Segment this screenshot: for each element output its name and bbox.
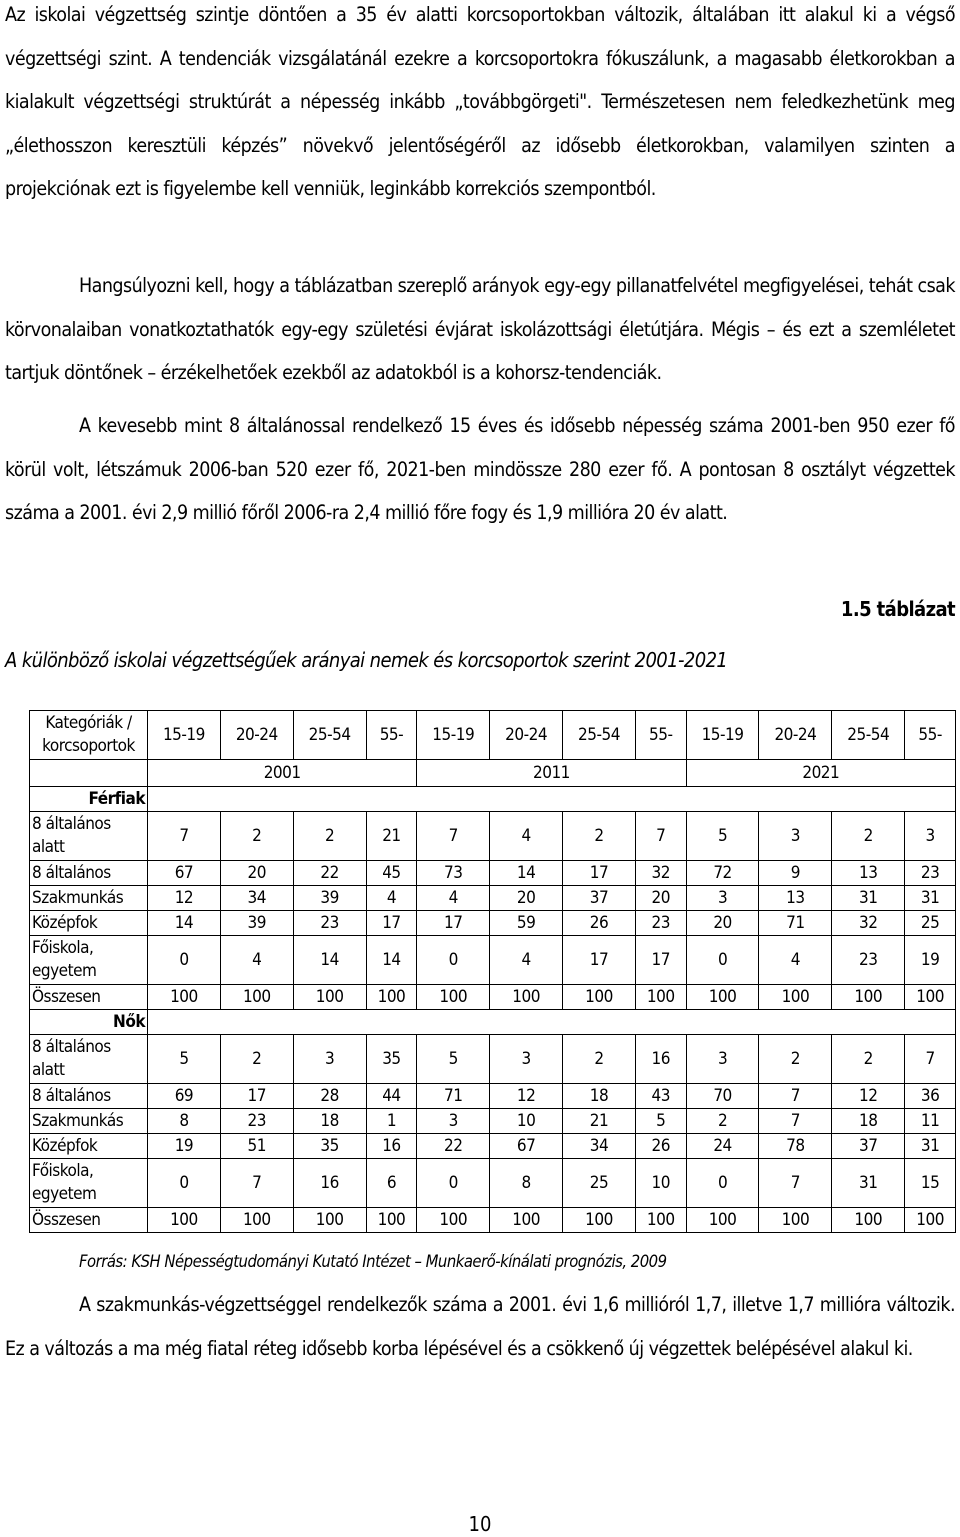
table-cell: 28 — [293, 1084, 366, 1109]
table-cell: 16 — [366, 1134, 417, 1159]
table-cell: 10 — [490, 1109, 563, 1134]
table-cell: 20 — [686, 911, 759, 936]
table-cell: 11 — [905, 1109, 956, 1134]
section-row — [30, 787, 956, 812]
table-cell: 0 — [148, 936, 221, 985]
table-cell: 2 — [759, 1035, 832, 1084]
table-cell: 13 — [832, 861, 905, 886]
table-cell: 72 — [686, 861, 759, 886]
table-cell: 0 — [417, 936, 490, 985]
table-cell: 100 — [905, 1208, 956, 1233]
table-cell: 18 — [832, 1109, 905, 1134]
table-cell: 71 — [417, 1084, 490, 1109]
row-label: Középfok — [30, 911, 148, 936]
table-cell: 1 — [366, 1109, 417, 1134]
paragraph-1: Az iskolai végzettség szintje döntően a 35 év alatti korcsoportokban változik, általában itt alakul ki a végső végzettségi szint. A tendenciák vizsgálatánál ezekre a korcsoportokra fókuszálunk, a magasabb életkorokban a kialakult végzettségi struktúrát a népesség inkább „továbbgörgeti". Természetesen nem feledkezhetünk meg „élethosszon keresztüli képzés” növekvő jelentőségéről az idősebb életkorokban, valamilyen szinten a projekciónak ezt is figyelembe kell venniük, leginkább korrekciós szempontból. — [5, 3, 955, 200]
table-row — [30, 985, 956, 1010]
table-cell: 4 — [417, 886, 490, 911]
table-cell: 2 — [293, 812, 366, 861]
table-cell: 39 — [293, 886, 366, 911]
table-cell: 73 — [417, 861, 490, 886]
table-cell: 3 — [759, 812, 832, 861]
table-cell: 36 — [905, 1084, 956, 1109]
table-cell: 2 — [563, 1035, 636, 1084]
table-cell: 19 — [148, 1134, 221, 1159]
table-cell: 2 — [832, 812, 905, 861]
table-cell: 12 — [490, 1084, 563, 1109]
table-cell: 100 — [563, 985, 636, 1010]
table-cell: 26 — [563, 911, 636, 936]
section-row — [30, 1010, 956, 1035]
table-cell: 17 — [220, 1084, 293, 1109]
table-cell: 7 — [635, 812, 686, 861]
age-group-header: 20-24 — [759, 711, 832, 760]
table-cell: 100 — [832, 1208, 905, 1233]
table-cell: 67 — [148, 861, 221, 886]
table-cell: 100 — [417, 1208, 490, 1233]
table-cell: 20 — [220, 861, 293, 886]
row-label: Szakmunkás — [30, 1109, 148, 1134]
row-label: Összesen — [30, 985, 148, 1010]
table-cell: 18 — [563, 1084, 636, 1109]
table-source: Forrás: KSH Népességtudományi Kutató Intézet – Munkaerő-kínálati prognózis, 2009 — [79, 1252, 667, 1271]
row-label: 8 általános alatt — [30, 812, 148, 861]
table-cell: 15 — [905, 1159, 956, 1208]
table-cell: 100 — [417, 985, 490, 1010]
table-cell: 44 — [366, 1084, 417, 1109]
table-cell: 23 — [635, 911, 686, 936]
row-label: Középfok — [30, 1134, 148, 1159]
table-row — [30, 936, 956, 985]
table-cell: 100 — [905, 985, 956, 1010]
table-cell: 3 — [686, 1035, 759, 1084]
table-cell: 35 — [293, 1134, 366, 1159]
age-group-header: 15-19 — [148, 711, 221, 760]
table-cell: 59 — [490, 911, 563, 936]
table-cell: 100 — [220, 985, 293, 1010]
table-cell: 22 — [417, 1134, 490, 1159]
age-group-header: 25-54 — [563, 711, 636, 760]
table-cell: 23 — [905, 861, 956, 886]
table-cell: 3 — [417, 1109, 490, 1134]
age-group-header: 55- — [905, 711, 956, 760]
table-cell: 3 — [905, 812, 956, 861]
table-cell: 35 — [366, 1035, 417, 1084]
table-cell: 19 — [905, 936, 956, 985]
table-cell: 2 — [563, 812, 636, 861]
table-row — [30, 1035, 956, 1084]
row-label: 8 általános — [30, 1084, 148, 1109]
section-blank — [148, 787, 956, 812]
row-label: Szakmunkás — [30, 886, 148, 911]
table-cell: 21 — [366, 812, 417, 861]
table-cell: 23 — [293, 911, 366, 936]
table-cell: 67 — [490, 1134, 563, 1159]
table-cell: 4 — [759, 936, 832, 985]
table-cell: 14 — [366, 936, 417, 985]
row-label: Összesen — [30, 1208, 148, 1233]
table-row — [30, 1084, 956, 1109]
table-cell: 45 — [366, 861, 417, 886]
table-cell: 22 — [293, 861, 366, 886]
year-header: 2001 — [148, 760, 417, 787]
table-cell: 2 — [686, 1109, 759, 1134]
age-group-header: 55- — [635, 711, 686, 760]
age-group-header: 20-24 — [220, 711, 293, 760]
table-row — [30, 861, 956, 886]
table-row — [30, 911, 956, 936]
table-cell: 100 — [293, 1208, 366, 1233]
table-row — [30, 886, 956, 911]
table-cell: 100 — [635, 985, 686, 1010]
year-row-label — [30, 760, 148, 787]
table-row — [30, 1159, 956, 1208]
table-cell: 25 — [905, 911, 956, 936]
table-cell: 100 — [220, 1208, 293, 1233]
table-cell: 51 — [220, 1134, 293, 1159]
table-cell: 2 — [832, 1035, 905, 1084]
table-row — [30, 1134, 956, 1159]
table-cell: 3 — [686, 886, 759, 911]
table-cell: 4 — [366, 886, 417, 911]
table-cell: 20 — [635, 886, 686, 911]
table-cell: 4 — [220, 936, 293, 985]
table-cell: 24 — [686, 1134, 759, 1159]
paragraph-2: Hangsúlyozni kell, hogy a táblázatban szereplő arányok egy-egy pillanatfelvétel megfigyelései, tehát csak körvonalaiban vonatkoztathatók egy-egy születési évjárat iskolázottsági életútjára. Mégis – és ezt a szemléletet tartjuk döntőnek – érzékelhetőek ezekből az adatokból is a kohorsz-tendenciák. — [5, 274, 955, 384]
table-cell: 69 — [148, 1084, 221, 1109]
table-cell: 5 — [635, 1109, 686, 1134]
table-cell: 32 — [635, 861, 686, 886]
table-cell: 26 — [635, 1134, 686, 1159]
table-cell: 2 — [220, 812, 293, 861]
table-cell: 23 — [220, 1109, 293, 1134]
table-cell: 6 — [366, 1159, 417, 1208]
table-cell: 71 — [759, 911, 832, 936]
table-cell: 17 — [563, 861, 636, 886]
page-number: 10 — [468, 1512, 492, 1536]
table-cell: 14 — [148, 911, 221, 936]
table-cell: 100 — [293, 985, 366, 1010]
table-cell: 70 — [686, 1084, 759, 1109]
table-cell: 0 — [686, 936, 759, 985]
table-cell: 17 — [417, 911, 490, 936]
table-cell: 31 — [832, 886, 905, 911]
table-cell: 7 — [905, 1035, 956, 1084]
table-cell: 12 — [832, 1084, 905, 1109]
table-cell: 100 — [366, 1208, 417, 1233]
table-cell: 9 — [759, 861, 832, 886]
age-group-header: 15-19 — [417, 711, 490, 760]
table-cell: 4 — [490, 812, 563, 861]
table-cell: 100 — [686, 1208, 759, 1233]
row-label: Főiskola, egyetem — [30, 936, 148, 985]
table-cell: 100 — [832, 985, 905, 1010]
table-cell: 100 — [366, 985, 417, 1010]
age-group-header: 25-54 — [832, 711, 905, 760]
table-cell: 17 — [635, 936, 686, 985]
table-cell: 100 — [148, 1208, 221, 1233]
paragraph-4: A szakmunkás-végzettséggel rendelkezők száma a 2001. évi 1,6 millióról 1,7, illetve 1,7 millióra változik. Ez a változás a ma még fiatal réteg idősebb korba lépésével és a csökkenő új végzettek belépésével alakul ki. — [5, 1293, 955, 1360]
table-cell: 3 — [293, 1035, 366, 1084]
table-cell: 20 — [490, 886, 563, 911]
table-cell: 16 — [293, 1159, 366, 1208]
section-label: Férfiak — [30, 787, 148, 812]
table-cell: 17 — [563, 936, 636, 985]
table-cell: 8 — [148, 1109, 221, 1134]
table-cell: 5 — [686, 812, 759, 861]
table-cell: 13 — [759, 886, 832, 911]
table-cell: 7 — [759, 1084, 832, 1109]
table-cell: 100 — [490, 1208, 563, 1233]
table-cell: 12 — [148, 886, 221, 911]
table-year-row — [30, 760, 956, 787]
table-cell: 34 — [220, 886, 293, 911]
table-cell: 39 — [220, 911, 293, 936]
table-header-row — [30, 711, 956, 760]
table-cell: 14 — [293, 936, 366, 985]
table-cell: 7 — [220, 1159, 293, 1208]
table-row — [30, 1208, 956, 1233]
table-cell: 18 — [293, 1109, 366, 1134]
table-cell: 5 — [417, 1035, 490, 1084]
section-blank — [148, 1010, 956, 1035]
table-cell: 78 — [759, 1134, 832, 1159]
table-cell: 100 — [148, 985, 221, 1010]
age-group-header: 20-24 — [490, 711, 563, 760]
table-cell: 100 — [635, 1208, 686, 1233]
table-cell: 43 — [635, 1084, 686, 1109]
table-cell: 100 — [759, 985, 832, 1010]
table-cell: 32 — [832, 911, 905, 936]
table-cell: 7 — [759, 1109, 832, 1134]
header-category-label: Kategóriák / korcsoportok — [30, 711, 148, 760]
table-cell: 7 — [148, 812, 221, 861]
section-label: Nők — [30, 1010, 148, 1035]
paragraph-3: A kevesebb mint 8 általánossal rendelkező 15 éves és idősebb népesség száma 2001-ben 950 ezer fő körül volt, létszámuk 2006-ban 520 ezer fő, 2021-ben mindössze 280 ezer fő. A pontosan 8 osztályt végzettek száma a 2001. évi 2,9 millió főről 2006-ra 2,4 millió főre fogy és 1,9 millióra 20 év alatt. — [5, 414, 955, 524]
table-cell: 31 — [832, 1159, 905, 1208]
table-row — [30, 1109, 956, 1134]
table-cell: 0 — [417, 1159, 490, 1208]
table-cell: 21 — [563, 1109, 636, 1134]
table-number: 1.5 táblázat — [840, 597, 955, 621]
table-cell: 8 — [490, 1159, 563, 1208]
age-group-header: 25-54 — [293, 711, 366, 760]
table-cell: 37 — [832, 1134, 905, 1159]
table-cell: 0 — [148, 1159, 221, 1208]
table-cell: 100 — [563, 1208, 636, 1233]
age-group-header: 55- — [366, 711, 417, 760]
table-cell: 34 — [563, 1134, 636, 1159]
table-cell: 37 — [563, 886, 636, 911]
row-label: 8 általános — [30, 861, 148, 886]
table-cell: 7 — [417, 812, 490, 861]
table-cell: 7 — [759, 1159, 832, 1208]
table-cell: 100 — [490, 985, 563, 1010]
year-header: 2021 — [686, 760, 955, 787]
table-cell: 4 — [490, 936, 563, 985]
table-cell: 2 — [220, 1035, 293, 1084]
table-row — [30, 812, 956, 861]
table-cell: 25 — [563, 1159, 636, 1208]
table-cell: 14 — [490, 861, 563, 886]
table-cell: 100 — [686, 985, 759, 1010]
table-cell: 17 — [366, 911, 417, 936]
table-cell: 3 — [490, 1035, 563, 1084]
table-cell: 23 — [832, 936, 905, 985]
table-cell: 16 — [635, 1035, 686, 1084]
table-cell: 0 — [686, 1159, 759, 1208]
education-table — [29, 710, 956, 1233]
age-group-header: 15-19 — [686, 711, 759, 760]
table-cell: 31 — [905, 1134, 956, 1159]
table-cell: 5 — [148, 1035, 221, 1084]
row-label: Főiskola, egyetem — [30, 1159, 148, 1208]
table-cell: 10 — [635, 1159, 686, 1208]
table-title: A különböző iskolai végzettségűek arányai nemek és korcsoportok szerint 2001-2021 — [5, 648, 728, 672]
row-label: 8 általános alatt — [30, 1035, 148, 1084]
year-header: 2011 — [417, 760, 686, 787]
table-cell: 31 — [905, 886, 956, 911]
table-cell: 100 — [759, 1208, 832, 1233]
